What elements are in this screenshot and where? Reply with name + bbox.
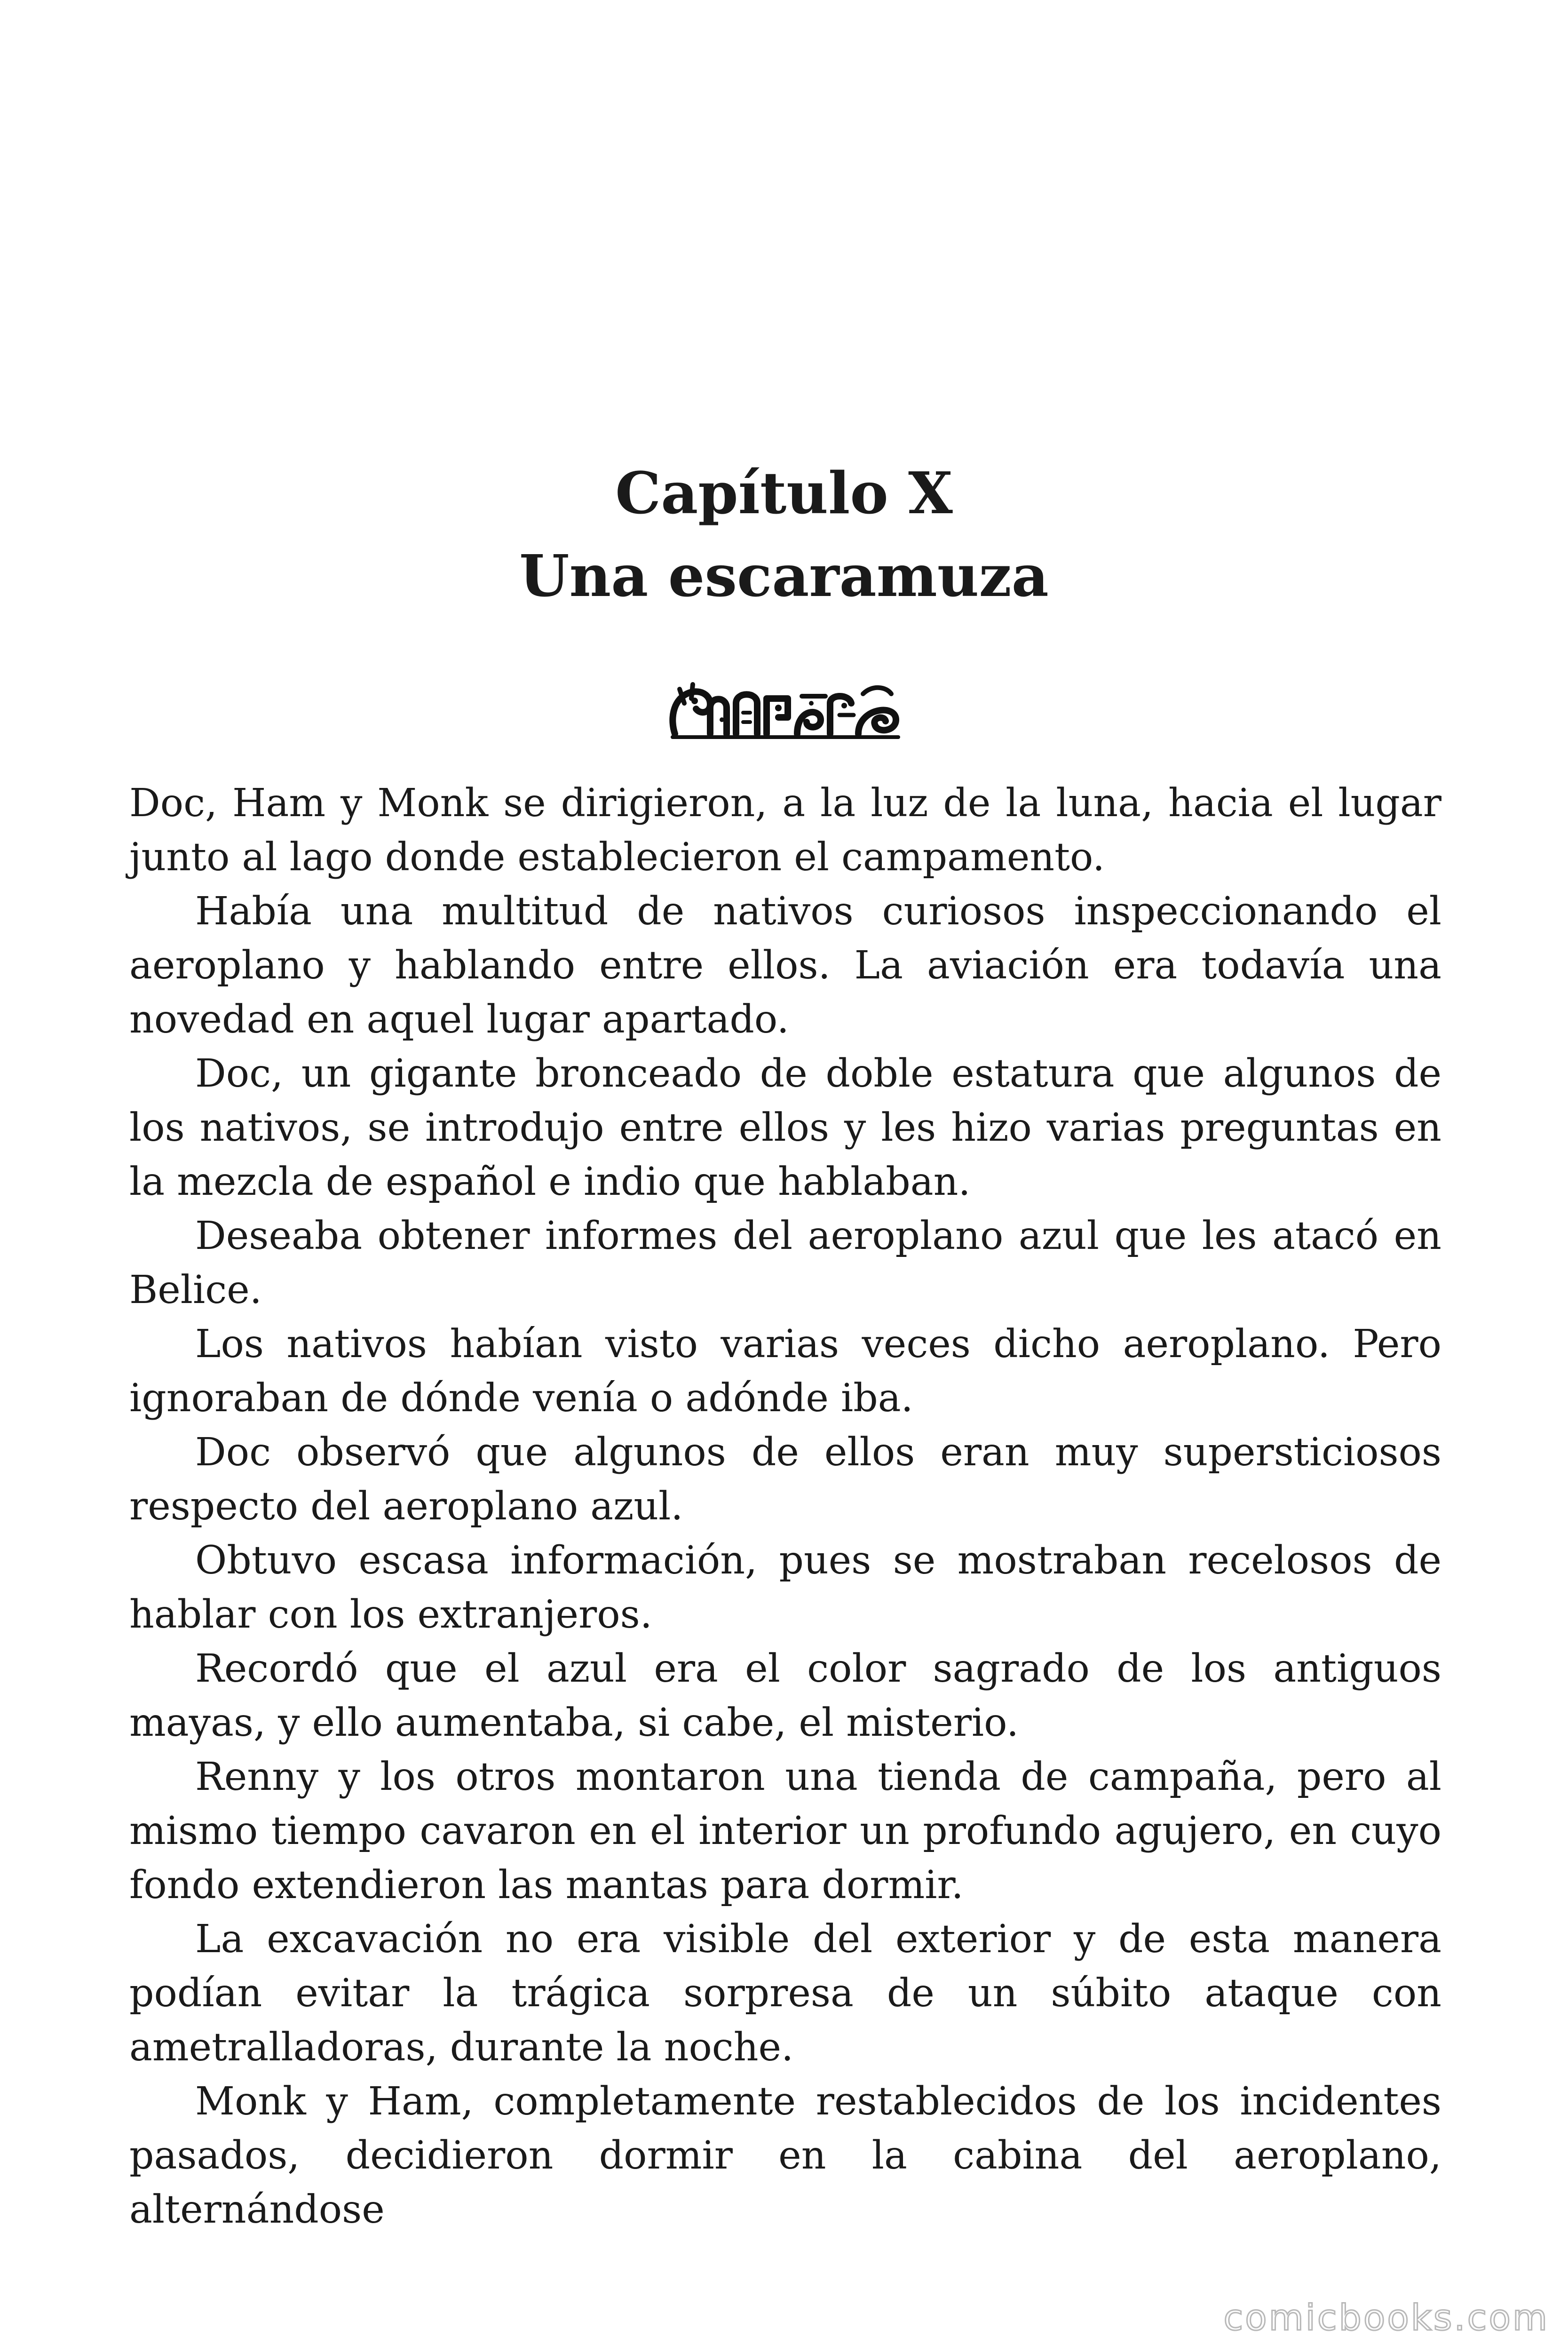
paragraph-5: Los nativos habían visto varias veces dicho aeroplano. Pero ignoraban de dónde venía o adónde iba.	[129, 1322, 1441, 1421]
paragraph-2: Había una multitud de nativos curiosos inspeccionando el aeroplano y hablando entre ellos. La aviación era todavía una novedad en aquel lugar apartado.	[129, 889, 1441, 1042]
chapter-body	[129, 776, 1441, 2237]
paragraph-9: Renny y los otros montaron una tienda de campaña, pero al mismo tiempo cavaron en el interior un profundo agujero, en cuyo fondo extendieron las mantas para dormir.	[129, 1755, 1441, 1907]
chapter-title: Una escaramuza	[519, 542, 1049, 610]
paragraph-11: Monk y Ham, completamente restablecidos de los incidentes pasados, decidieron dormir en la cabina del aeroplano, alternándose	[129, 2079, 1441, 2232]
site-watermark: comicbooks.com	[1223, 2296, 1549, 2338]
paragraph-3: Doc, un gigante bronceado de doble estatura que algunos de los nativos, se introdujo entre ellos y les hizo varias preguntas en la mezcla de español e indio que hablaban.	[129, 1051, 1441, 1204]
chapter-heading	[0, 452, 1568, 617]
paragraph-1: Doc, Ham y Monk se dirigieron, a la luz de la luna, hacia el lugar junto al lago donde establecieron el campamento.	[129, 781, 1441, 880]
paragraph-10: La excavación no era visible del exterior y de esta manera podían evitar la trágica sorpresa de un súbito ataque con ametralladoras, durante la noche.	[129, 1917, 1441, 2070]
chapter-number: Capítulo X	[615, 459, 953, 527]
paragraph-6: Doc observó que algunos de ellos eran muy supersticiosos respecto del aeroplano azul.	[129, 1430, 1441, 1529]
paragraph-7: Obtuvo escasa información, pues se mostraban recelosos de hablar con los extranjeros.	[129, 1538, 1441, 1637]
paragraph-4: Deseaba obtener informes del aeroplano azul que les atacó en Belice.	[129, 1214, 1441, 1312]
mayan-glyph-ornament-icon	[665, 675, 905, 743]
paragraph-8: Recordó que el azul era el color sagrado de los antiguos mayas, y ello aumentaba, si cabe, el misterio.	[129, 1646, 1441, 1745]
